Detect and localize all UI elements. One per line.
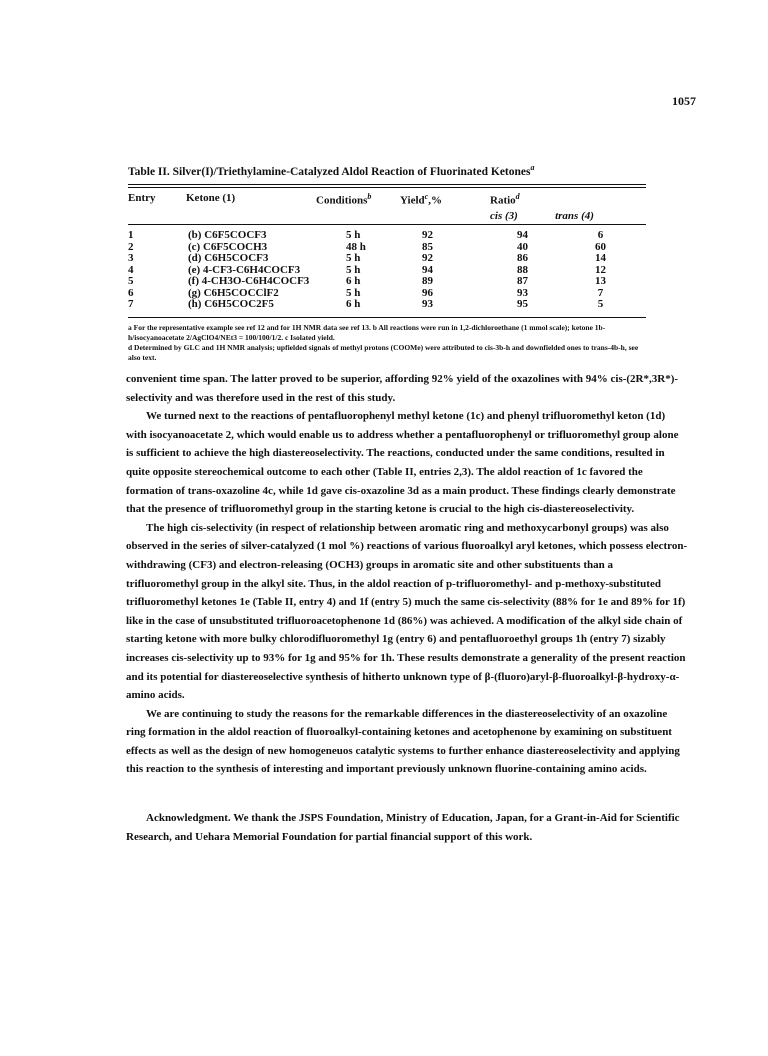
cell-conditions: 5 h [346, 263, 361, 276]
cell-trans: 7 [597, 286, 604, 299]
cell-cis: 94 [517, 229, 529, 242]
cell-entry: 1 [128, 229, 134, 242]
paragraph-3: The high cis-selectivity (in respect of relationship between aromatic ring and methoxycarbonyl groups) was also observed in the series of silver-catalyzed (1 mol %) reactions of various fluoroalkyl aryl ketones, which possess electron-withdrawing (CF3) and electron-releasing (OCH3) groups in aromatic site and other substituents than a trifluoromethyl group in the alkyl site. Thus, in the aldol reaction of p-trifluoromethyl- and p-methoxy-substituted trifluoromethyl ketones 1e (Table II, entry 4) and 1f (entry 5) much the same cis-selectivity (88% for 1e and 89% for 1f) like in the case of unsubstituted trifluoroacetophenone 1d (86%) was achieved. A modification of the alkyl side chain of starting ketone with more bulky chlorodifluoromethyl 1g (entry 6) and pentafluoroethyl groups 1h (entry 7) sizably increases cis-selectivity up to 93% for 1g and 95% for 1h. These results demonstrate a generality of the present reaction and its potential for diastereoselective synthesis of hitherto unknown type of β-(fluoro)aryl-β-fluoroalkyl-β-hydroxy-α-amino acids. [126, 521, 688, 702]
header-conditions: Conditions$^b$ [316, 191, 372, 207]
cell-entry: 6 [128, 286, 134, 299]
article-body [126, 370, 688, 846]
cell-conditions: 5 h [346, 229, 361, 242]
paragraph-1: convenient time span. The latter proved to be superior, affording 92% yield of the oxazolines with 94% cis-(2R*,3R*)-selectivity and was therefore used in the rest of this study. [126, 373, 679, 404]
table-body [128, 225, 646, 317]
paragraph-4: We are continuing to study the reasons for the remarkable differences in the diastereoselectivity of an oxazoline ring formation in the aldol reaction of fluoroalkyl-containing ketones and acetophenone by examining on substituent effects as well as the design of new homogeneuos catalytic systems to further enhance diastereoselectivity and applying this reaction to the synthesis of interesting and important previously unknown fluorine-containing amino acids. [126, 707, 680, 776]
cell-conditions: 6 h [346, 275, 361, 288]
cell-cis: 88 [517, 263, 529, 276]
table-caption: Table II. Silver(I)/Triethylamine-Catalyzed Aldol Reaction of Fluorinated Ketones$^a$ [128, 163, 535, 178]
cell-trans: 6 [597, 229, 604, 242]
header-row [128, 188, 646, 209]
subheader-row [128, 208, 646, 224]
table-footnotes [128, 323, 646, 363]
header-ketone: Ketone (1) [186, 192, 236, 205]
acknowledgment-label: Acknowledgment. [146, 812, 231, 825]
cell-ketone: (g) C6H5COCClF2 [188, 286, 279, 299]
cell-trans: 5 [597, 298, 604, 311]
cell-entry: 2 [128, 240, 134, 253]
cell-conditions: 5 h [346, 252, 361, 265]
cell-entry: 5 [128, 275, 134, 288]
cell-ketone: (f) 4-CH3O-C6H4COCF3 [188, 275, 310, 288]
cell-ketone: (c) C6F5COCH3 [188, 240, 268, 253]
cell-yield: 93 [422, 298, 433, 311]
cell-entry: 3 [128, 252, 134, 265]
header-trans: trans (4) [555, 210, 594, 223]
cell-trans: 60 [595, 240, 607, 253]
cell-trans: 13 [595, 275, 607, 288]
header-ratio: Ratio$^d$ [490, 191, 520, 207]
acknowledgment [126, 809, 688, 846]
footnote-d: d Determined by GLC and 1H NMR analysis; upfielded signals of methyl protons (COOMe) were attributed to cis-3b-h and downfielded ones to trans-4b-h, see also text. [128, 342, 639, 362]
cell-conditions: 6 h [346, 298, 361, 311]
cell-cis: 95 [517, 298, 529, 311]
cell-entry: 7 [128, 298, 134, 311]
cell-ketone: (d) C6H5COCF3 [188, 252, 269, 265]
cell-cis: 87 [517, 275, 529, 288]
cell-entry: 4 [128, 263, 134, 276]
cell-cis: 93 [517, 286, 529, 299]
footnote-a: a For the representative example see ref 12 and for 1H NMR data see ref 13. b All reactions were run in 1,2-dichloroethane (1 mmol scale); ketone 1b-h/isocyanoacetate 2/AgClO4/NEt3 = 100/100/1/2. c Isolated yield. [128, 322, 606, 342]
paragraph-2: We turned next to the reactions of pentafluorophenyl methyl ketone (1c) and phenyl trifluoromethyl keton (1d) with isocyanoacetate 2, which would enable us to address whether a pentafluorophenyl or trifluoromethyl group alone is sufficient to achieve the high diastereoselectivity. The reactions, conducted under the same conditions, resulted in quite opposite stereochemical outcome to each other (Table II, entries 2,3). The aldol reaction of 1c favored the formation of trans-oxazoline 4c, while 1d gave cis-oxazoline 3d as a main product. These findings clearly demonstrate that the presence of trifluoromethyl group in the starting ketone is crucial to the high cis-diastereoselectivity. [126, 410, 679, 516]
cell-yield: 96 [422, 286, 433, 299]
cell-conditions: 5 h [346, 286, 361, 299]
cell-yield: 92 [422, 252, 433, 265]
cell-yield: 85 [422, 240, 433, 253]
table-ii [128, 163, 646, 363]
table-bottom-rule [128, 317, 646, 318]
cell-yield: 89 [422, 275, 433, 288]
header-yield: Yield$^c$,% [400, 191, 442, 207]
page-number: 1057 [672, 94, 696, 108]
cell-conditions: 48 h [346, 240, 366, 253]
cell-cis: 86 [517, 252, 529, 265]
cell-yield: 92 [422, 229, 433, 242]
acknowledgment-text: We thank the JSPS Foundation, Ministry of Education, Japan, for a Grant-in-Aid for Scientific Research, and Uehara Memorial Foundation for partial financial support of this work. [126, 812, 680, 843]
cell-trans: 12 [595, 263, 607, 276]
cell-ketone: (h) C6H5COC2F5 [188, 298, 274, 311]
cell-trans: 14 [595, 252, 607, 265]
header-entry: Entry [128, 192, 156, 205]
table-row [128, 299, 646, 317]
header-cis: cis (3) [490, 210, 518, 223]
cell-cis: 40 [517, 240, 529, 253]
cell-ketone: (b) C6F5COCF3 [188, 229, 267, 242]
table-row [128, 225, 646, 242]
cell-ketone: (e) 4-CF3-C6H4COCF3 [188, 263, 301, 276]
data-table [128, 188, 646, 317]
cell-yield: 94 [422, 263, 433, 276]
